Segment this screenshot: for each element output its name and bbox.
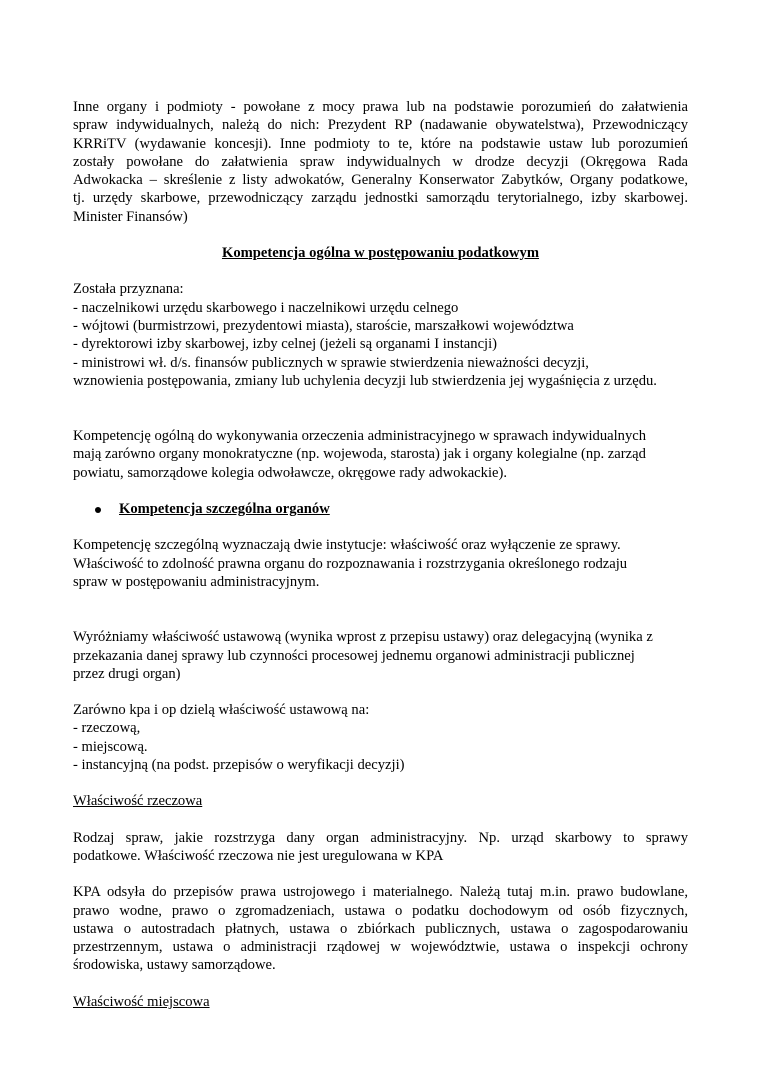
paragraph-special-competence [73, 536, 688, 591]
heading-local-jurisdiction: Właściwość miejscowa [73, 993, 210, 1010]
bullet-special-competence [73, 500, 688, 518]
text-line: Właściwość to zdolność prawna organu do rozpoznawania i rozstrzygania określonego rodzaju [73, 555, 628, 572]
text-line: tj. urzędy skarbowe, przewodniczący zarządu jednostki samorządu terytorialnego, izby skarbowej. [73, 190, 688, 207]
text-line: spraw w postępowaniu administracyjnym. [73, 573, 320, 590]
text-line: Wyróżniamy właściwość ustawową (wynika wprost z przepisu ustawy) oraz delegacyjną (wynika z [73, 629, 653, 646]
text-line: zostały powołane do załatwienia spraw indywidualnych w drodze decyzji (Okręgowa Rada [73, 153, 688, 170]
text-line: podatkowe. Właściwość rzeczowa nie jest uregulowana w KPA [73, 847, 444, 864]
paragraph-general-competence [73, 427, 688, 482]
text-line: Rodzaj spraw, jakie rozstrzyga dany organ administracyjny. Np. urząd skarbowy to sprawy [73, 829, 688, 846]
list-item: wznowienia postępowania, zmiany lub uchylenia decyzji lub stwierdzenia jej wygaśnięcia z urzędu. [73, 372, 657, 389]
list-item: - instancyjną (na podst. przepisów o weryfikacji decyzji) [73, 757, 405, 774]
text-line: prawo wodne, prawo o zgromadzeniach, ustawa o podatku dochodowym od osób fizycznych, [73, 902, 688, 919]
list-item: - ministrowi wł. d/s. finansów publicznych w sprawie stwierdzenia nieważności decyzji, [73, 354, 589, 371]
paragraph-distinguish [73, 628, 688, 683]
list-item: - dyrektorowi izby skarbowej, izby celnej (jeżeli są organami I instancji) [73, 336, 498, 353]
paragraph-division [73, 701, 688, 774]
text-line: powiatu, samorządowe kolegia odwoławcze, okręgowe rady adwokackie). [73, 464, 507, 481]
text-line: przekazania danej sprawy lub czynności procesowej jednemu organowi administracji publicznej [73, 647, 635, 664]
division-intro: Zarówno kpa i op dzielą właściwość ustawową na: [73, 702, 370, 719]
list-item: - wójtowi (burmistrzowi, prezydentowi miasta), staroście, marszałkowi województwa [73, 317, 574, 334]
text-line: przestrzennym, ustawa o administracji rządowej w województwie, ustawa o inspekcji ochrony [73, 939, 688, 956]
paragraph-other-organs [73, 98, 688, 226]
list-item: - naczelnikowi urzędu skarbowego i naczelnikowi urzędu celnego [73, 299, 459, 316]
text-line: Adwokacka – skreślenie z listy adwokatów, Generalny Konserwator Zabytków, Organy podatkowe, [73, 172, 688, 189]
text-line: Minister Finansów) [73, 208, 188, 225]
text-line: Inne organy i podmioty - powołane z mocy prawa lub na podstawie porozumień do załatwienia [73, 99, 688, 115]
heading-material-jurisdiction: Właściwość rzeczowa [73, 793, 203, 810]
paragraph-kpa [73, 883, 688, 974]
text-line: Kompetencję ogólną do wykonywania orzeczenia administracyjnego w sprawach indywidualnych [73, 428, 647, 445]
list-item: - miejscową. [73, 738, 148, 755]
text-line: ustawa o autostradach płatnych, ustawa o zbiórkach publicznych, ustawa o zagospodarowaniu [73, 920, 688, 937]
text-line: KRRiTV (wydawanie koncesji). Inne podmioty to te, które na podstawie ustaw lub porozumień [73, 135, 688, 152]
paragraph-granted [73, 280, 688, 390]
heading-tax-competence: Kompetencja ogólna w postępowaniu podatkowym [221, 245, 540, 262]
text-line: środowiska, ustawy samorządowe. [73, 957, 276, 974]
text-line: spraw indywidualnych, należą do nich: Prezydent RP (nadawanie obywatelstwa), Przewodniczący [73, 117, 688, 134]
text-line: przez drugi organ) [73, 665, 181, 682]
bullet-icon [95, 507, 101, 513]
heading-special-competence: Kompetencja szczególna organów [119, 501, 330, 518]
list-item: - rzeczową, [73, 720, 141, 737]
text-line: KPA odsyła do przepisów prawa ustrojowego i materialnego. Należą tutaj m.in. prawo budowlane, [73, 884, 688, 901]
text-line: mają zarówno organy monokratyczne (np. wojewoda, starosta) jak i organy kolegialne (np. zarząd [73, 446, 646, 463]
paragraph-material [73, 829, 688, 866]
document-page [73, 98, 688, 1011]
granted-intro: Została przyznana: [73, 281, 184, 298]
text-line: Kompetencję szczególną wyznaczają dwie instytucje: właściwość oraz wyłączenie ze sprawy. [73, 537, 621, 554]
